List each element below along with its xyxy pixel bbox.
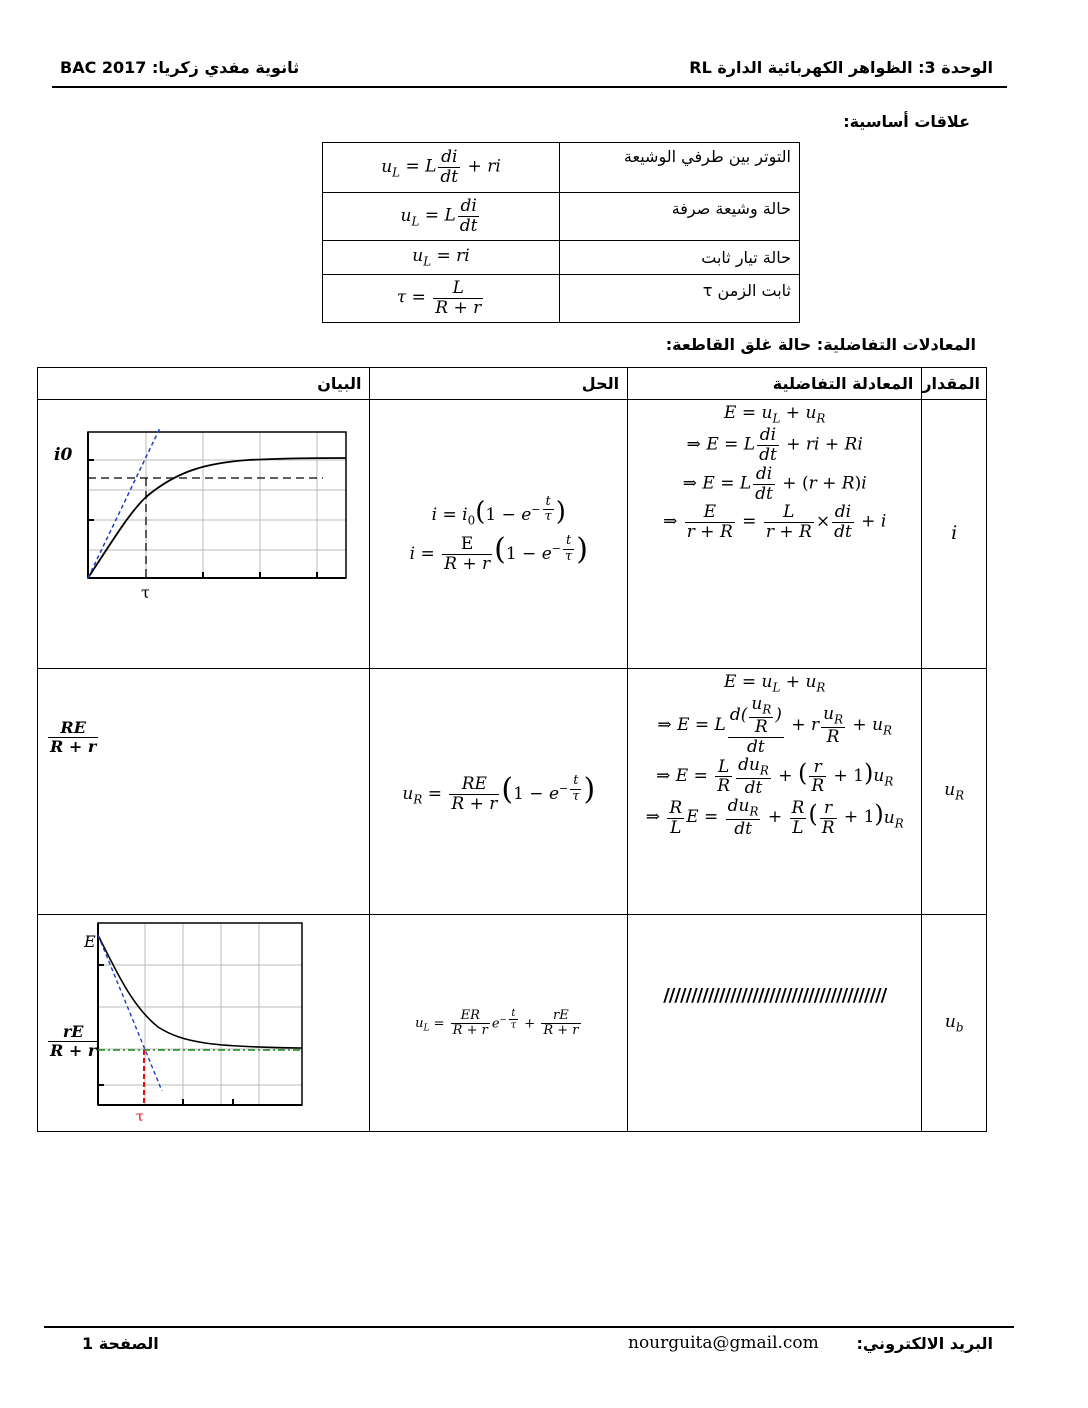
diffeq-ur: $E = u_L + u_R$ ⇒ E = L d( $\frac{u_R}{R}$ ) dt + r $\frac{u_R}{R}$ + $u_R$ ⇒ E = $\frac{L}{R}$ $\frac{du_R}{dt}$ + ( $\frac{r}{R}$ + $1)u_R$ ⇒ $\frac{R}{L}$ E = $\frac{du_R}{dt}$ + $\frac{R}{L}$ ( $\frac{r}{R}$ + $1)u_R$	[628, 669, 922, 915]
label-tau: ثابت الزمن τ	[560, 275, 800, 323]
formula-ul-pure: $u_L = L$ $\frac{di}{dt}$	[323, 193, 560, 241]
graph-i-ylabel: i0	[54, 445, 73, 465]
tangent-ub	[98, 935, 162, 1091]
header-rule	[52, 86, 1007, 88]
graph-ur-cell	[38, 669, 370, 915]
section1-title: علاقات أساسية:	[843, 112, 970, 131]
graph-i-xlabel: τ	[141, 583, 150, 602]
diffeq-ub-hatch: ////////////////////////////////////////	[628, 915, 922, 1132]
curve-i	[88, 458, 346, 578]
graph-ub-ylabel: $\frac{rE}{R + r}$	[50, 1022, 97, 1060]
label-ul-steady: حالة تيار ثابت	[560, 241, 800, 275]
email-value: nourguita@gmail.com	[628, 1333, 819, 1353]
formula-ul-steady: $u_L$ = ri	[323, 241, 560, 275]
solution-ur: $u_R$ = $\frac{RE}{R + r}$ ($1 - e^{- \frac{t}{\tau}}$ )	[370, 669, 628, 915]
school-title: ثانوية مفدي زكريا: BAC 2017	[60, 58, 300, 77]
email-label: البريد الالكتروني:	[856, 1334, 993, 1353]
relations-table	[322, 142, 800, 323]
qty-i: i	[922, 400, 987, 669]
solution-ub: $u_L$ = $\frac{ER}{R + r}$ $e^{- \frac{t}{\tau}}$ + $\frac{rE}{R + r}$	[370, 915, 628, 1132]
graph-ub	[38, 915, 362, 1127]
graph-ub-cell	[38, 915, 370, 1132]
col-diffeq: المعادلة التفاضلية	[628, 368, 922, 400]
graph-ur-ylabel: $\frac{RE}{R + r}$	[50, 718, 97, 756]
graph-i	[38, 400, 362, 664]
footer-rule	[44, 1326, 1014, 1328]
tangent-i	[88, 428, 160, 578]
unit-title: الوحدة 3: الظواهر الكهربائية الدارة RL	[689, 58, 993, 77]
graph-ub-xlabel: τ	[136, 1109, 144, 1125]
page-number: الصفحة 1	[82, 1334, 159, 1353]
diffeq-i: $E = u_L + u_R$ ⇒ E = L $\frac{di}{dt}$ + ri + Ri ⇒ E = L $\frac{di}{dt}$ + (r + R)i ⇒ $\frac{E}{r + R}$ = $\frac{L}{r + R}$ × $\frac{di}{dt}$ + i	[628, 400, 922, 669]
curve-ub	[98, 935, 302, 1048]
col-graph: البيان	[38, 368, 370, 400]
col-quantity: المقدار	[922, 368, 987, 400]
label-ul-general: التوتر بين طرفي الوشيعة	[560, 143, 800, 193]
section2-title: المعادلات التفاضلية: حالة غلق القاطعة:	[665, 335, 976, 354]
qty-ub: $u_b$	[922, 915, 987, 1132]
formula-tau: τ = $\frac{L}{R + r}$	[323, 275, 560, 323]
col-solution: الحل	[370, 368, 628, 400]
solution-i: $i = i_0(1 - e^{- \frac{t}{\tau}}$ ) i = $\frac{E}{R + r}$ ($1 - e^{- \frac{t}{\tau}}$ )	[370, 400, 628, 669]
diff-eq-table	[37, 367, 987, 1132]
qty-ur: $u_R$	[922, 669, 987, 915]
label-ul-pure: حالة وشيعة صرفة	[560, 193, 800, 241]
graph-ub-ytop: E	[84, 932, 96, 951]
graph-i-cell	[38, 400, 370, 669]
formula-ul-general: $u_L = L$ $\frac{di}{dt}$ + ri	[323, 143, 560, 193]
